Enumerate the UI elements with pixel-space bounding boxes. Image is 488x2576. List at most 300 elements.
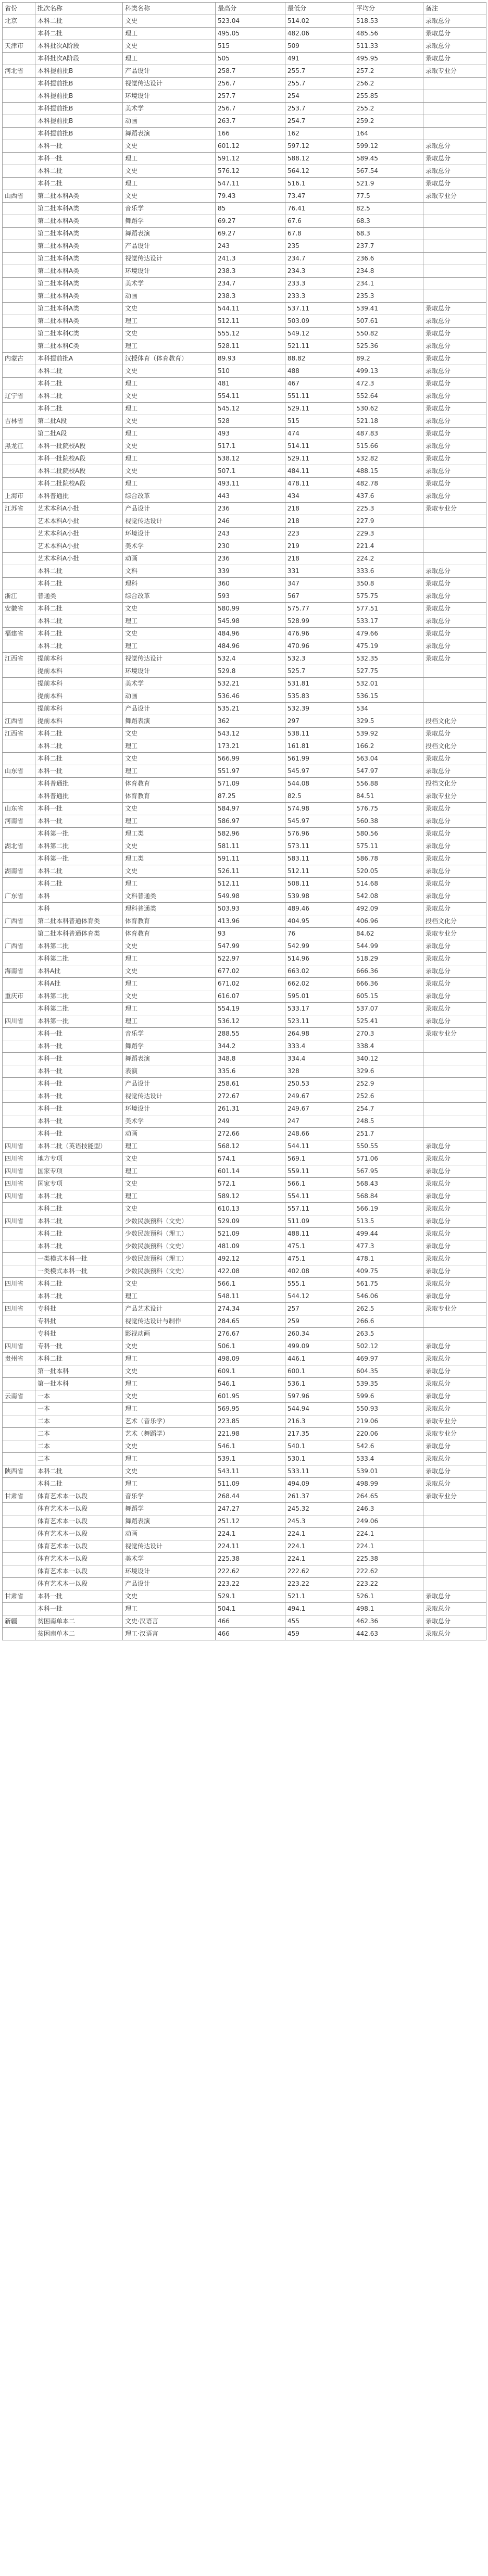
max-score-cell: 495.05 bbox=[216, 28, 285, 40]
avg-score-cell: 221.4 bbox=[354, 540, 423, 553]
table-row bbox=[3, 1415, 486, 1428]
min-score-cell: 488.11 bbox=[285, 1228, 354, 1240]
max-score-cell: 677.02 bbox=[216, 965, 285, 978]
table-row bbox=[3, 15, 486, 28]
max-score-cell: 511.09 bbox=[216, 1478, 285, 1490]
table-row bbox=[3, 1365, 486, 1378]
subject-cell: 少数民族预科（理工） bbox=[123, 1228, 216, 1240]
max-score-cell: 521.09 bbox=[216, 1228, 285, 1240]
province-cell bbox=[3, 128, 35, 140]
max-score-cell: 671.02 bbox=[216, 978, 285, 990]
max-score-cell: 546.1 bbox=[216, 1378, 285, 1390]
max-score-cell: 335.6 bbox=[216, 1065, 285, 1078]
province-cell bbox=[3, 1603, 35, 1615]
note-cell: 录取总分 bbox=[423, 53, 486, 65]
table-row bbox=[3, 1628, 486, 1640]
batch-cell: 本科一批 bbox=[35, 1090, 123, 1103]
table-row bbox=[3, 615, 486, 628]
batch-cell: 本科二批 bbox=[35, 1353, 123, 1365]
subject-cell: 环境设计 bbox=[123, 90, 216, 103]
batch-cell: 专科一批 bbox=[35, 1340, 123, 1353]
note-cell bbox=[423, 1515, 486, 1528]
min-score-cell: 597.12 bbox=[285, 140, 354, 153]
note-cell: 录取总分 bbox=[423, 1190, 486, 1203]
subject-cell: 音乐学 bbox=[123, 1028, 216, 1040]
note-cell: 录取总分 bbox=[423, 490, 486, 503]
table-row bbox=[3, 315, 486, 328]
table-row bbox=[3, 203, 486, 215]
max-score-cell: 221.98 bbox=[216, 1428, 285, 1440]
table-row bbox=[3, 1203, 486, 1215]
batch-cell: 本科第一批 bbox=[35, 1015, 123, 1028]
batch-cell: 专科批 bbox=[35, 1303, 123, 1315]
max-score-cell: 512.11 bbox=[216, 878, 285, 890]
min-score-cell: 574.98 bbox=[285, 803, 354, 815]
province-cell: 福建省 bbox=[3, 628, 35, 640]
max-score-cell: 601.95 bbox=[216, 1390, 285, 1403]
min-score-cell: 333.4 bbox=[285, 1040, 354, 1053]
avg-score-cell: 255.2 bbox=[354, 103, 423, 115]
note-cell: 录取总分 bbox=[423, 865, 486, 878]
note-cell: 投档文化分 bbox=[423, 740, 486, 753]
note-cell: 录取总分 bbox=[423, 1353, 486, 1365]
min-score-cell: 576.96 bbox=[285, 828, 354, 840]
min-score-cell: 255.7 bbox=[285, 65, 354, 78]
subject-cell: 文史 bbox=[123, 1278, 216, 1290]
subject-cell: 理工 bbox=[123, 28, 216, 40]
table-row bbox=[3, 465, 486, 478]
min-score-cell: 255.7 bbox=[285, 78, 354, 90]
batch-cell: 体育艺术本一以段 bbox=[35, 1553, 123, 1565]
avg-score-cell: 227.9 bbox=[354, 515, 423, 528]
table-row bbox=[3, 1328, 486, 1340]
min-score-cell: 489.46 bbox=[285, 903, 354, 915]
min-score-cell: 566.1 bbox=[285, 1178, 354, 1190]
subject-cell: 产品设计 bbox=[123, 703, 216, 715]
batch-cell: 普通类 bbox=[35, 590, 123, 603]
note-cell: 录取总分 bbox=[423, 178, 486, 190]
table-row bbox=[3, 490, 486, 503]
province-cell bbox=[3, 1503, 35, 1515]
max-score-cell: 529.09 bbox=[216, 1215, 285, 1228]
batch-cell: 第二批本科A类 bbox=[35, 240, 123, 253]
subject-cell: 产品设计 bbox=[123, 503, 216, 515]
batch-cell: 本科二批 bbox=[35, 1240, 123, 1253]
table-row bbox=[3, 103, 486, 115]
batch-cell: 本科二批 bbox=[35, 628, 123, 640]
batch-cell: 本科提前批B bbox=[35, 78, 123, 90]
max-score-cell: 236 bbox=[216, 553, 285, 565]
avg-score-cell: 487.83 bbox=[354, 428, 423, 440]
table-row bbox=[3, 653, 486, 665]
subject-cell: 体育教育 bbox=[123, 778, 216, 790]
batch-cell: 本科第二批 bbox=[35, 1003, 123, 1015]
min-score-cell: 600.1 bbox=[285, 1365, 354, 1378]
note-cell: 录取专业分 bbox=[423, 1303, 486, 1315]
batch-cell: 本科第一批 bbox=[35, 853, 123, 865]
table-row bbox=[3, 1540, 486, 1553]
avg-score-cell: 266.6 bbox=[354, 1315, 423, 1328]
avg-score-cell: 550.93 bbox=[354, 1403, 423, 1415]
min-score-cell: 512.11 bbox=[285, 865, 354, 878]
batch-cell: 本科二批 bbox=[35, 740, 123, 753]
province-cell bbox=[3, 403, 35, 415]
avg-score-cell: 477.3 bbox=[354, 1240, 423, 1253]
table-row bbox=[3, 178, 486, 190]
batch-cell: 第二批本科A类 bbox=[35, 203, 123, 215]
province-cell: 四川省 bbox=[3, 1303, 35, 1315]
subject-cell: 理工 bbox=[123, 1190, 216, 1203]
table-row bbox=[3, 503, 486, 515]
province-cell bbox=[3, 1078, 35, 1090]
avg-score-cell: 539.35 bbox=[354, 1378, 423, 1390]
min-score-cell: 531.81 bbox=[285, 678, 354, 690]
batch-cell: 第二批本科A类 bbox=[35, 215, 123, 228]
subject-cell: 理工 bbox=[123, 1603, 216, 1615]
subject-cell: 文史 bbox=[123, 803, 216, 815]
min-score-cell: 254.7 bbox=[285, 115, 354, 128]
min-score-cell: 234.7 bbox=[285, 253, 354, 265]
note-cell bbox=[423, 1115, 486, 1128]
max-score-cell: 536.46 bbox=[216, 690, 285, 703]
header-cell-min: 最低分 bbox=[285, 3, 354, 15]
min-score-cell: 218 bbox=[285, 553, 354, 565]
min-score-cell: 402.08 bbox=[285, 1265, 354, 1278]
min-score-cell: 224.1 bbox=[285, 1528, 354, 1540]
province-cell bbox=[3, 578, 35, 590]
subject-cell: 文史 bbox=[123, 965, 216, 978]
avg-score-cell: 567.95 bbox=[354, 1165, 423, 1178]
min-score-cell: 224.1 bbox=[285, 1553, 354, 1565]
avg-score-cell: 561.75 bbox=[354, 1278, 423, 1290]
avg-score-cell: 533.17 bbox=[354, 615, 423, 628]
province-cell: 新疆 bbox=[3, 1615, 35, 1628]
table-row bbox=[3, 1215, 486, 1228]
min-score-cell: 569.1 bbox=[285, 1153, 354, 1165]
min-score-cell: 161.81 bbox=[285, 740, 354, 753]
province-cell bbox=[3, 90, 35, 103]
max-score-cell: 547.11 bbox=[216, 178, 285, 190]
note-cell: 录取总分 bbox=[423, 365, 486, 378]
province-cell: 四川省 bbox=[3, 1215, 35, 1228]
min-score-cell: 555.1 bbox=[285, 1278, 354, 1290]
batch-cell: 本科第二批 bbox=[35, 953, 123, 965]
batch-cell: 本科 bbox=[35, 903, 123, 915]
table-row bbox=[3, 40, 486, 53]
province-cell: 四川省 bbox=[3, 1340, 35, 1353]
avg-score-cell: 462.36 bbox=[354, 1615, 423, 1628]
table-row bbox=[3, 565, 486, 578]
note-cell: 录取总分 bbox=[423, 1603, 486, 1615]
subject-cell: 视觉传达设计 bbox=[123, 1090, 216, 1103]
table-row bbox=[3, 1503, 486, 1515]
province-cell: 天津市 bbox=[3, 40, 35, 53]
note-cell bbox=[423, 1053, 486, 1065]
table-row bbox=[3, 1565, 486, 1578]
subject-cell: 理工 bbox=[123, 878, 216, 890]
subject-cell: 影视动画 bbox=[123, 1328, 216, 1340]
max-score-cell: 339 bbox=[216, 565, 285, 578]
note-cell: 录取总分 bbox=[423, 465, 486, 478]
table-row bbox=[3, 1528, 486, 1540]
table-row bbox=[3, 1178, 486, 1190]
batch-cell: 第一批本科 bbox=[35, 1378, 123, 1390]
batch-cell: 一类模式本科一批 bbox=[35, 1265, 123, 1278]
max-score-cell: 93 bbox=[216, 928, 285, 940]
note-cell: 录取总分 bbox=[423, 40, 486, 53]
batch-cell: 本科二批 bbox=[35, 728, 123, 740]
min-score-cell: 491 bbox=[285, 53, 354, 65]
province-cell: 四川省 bbox=[3, 1190, 35, 1203]
table-row bbox=[3, 853, 486, 865]
note-cell bbox=[423, 1503, 486, 1515]
max-score-cell: 246 bbox=[216, 515, 285, 528]
min-score-cell: 434 bbox=[285, 490, 354, 503]
max-score-cell: 503.93 bbox=[216, 903, 285, 915]
avg-score-cell: 224.1 bbox=[354, 1540, 423, 1553]
note-cell: 录取总分 bbox=[423, 303, 486, 315]
province-cell bbox=[3, 1090, 35, 1103]
min-score-cell: 595.01 bbox=[285, 990, 354, 1003]
table-row bbox=[3, 53, 486, 65]
avg-score-cell: 225.3 bbox=[354, 503, 423, 515]
avg-score-cell: 515.66 bbox=[354, 440, 423, 453]
batch-cell: 艺术本科A小批 bbox=[35, 553, 123, 565]
avg-score-cell: 550.82 bbox=[354, 328, 423, 340]
avg-score-cell: 259.2 bbox=[354, 115, 423, 128]
min-score-cell: 224.1 bbox=[285, 1540, 354, 1553]
subject-cell: 理工 bbox=[123, 740, 216, 753]
subject-cell: 理工 bbox=[123, 453, 216, 465]
max-score-cell: 243 bbox=[216, 528, 285, 540]
max-score-cell: 584.97 bbox=[216, 803, 285, 815]
table-row bbox=[3, 878, 486, 890]
table-row bbox=[3, 1053, 486, 1065]
subject-cell: 理工 bbox=[123, 1165, 216, 1178]
avg-score-cell: 249.06 bbox=[354, 1515, 423, 1528]
avg-score-cell: 329.6 bbox=[354, 1065, 423, 1078]
batch-cell: 专科批 bbox=[35, 1328, 123, 1340]
subject-cell: 环境设计 bbox=[123, 665, 216, 678]
note-cell bbox=[423, 678, 486, 690]
batch-cell: 本科一批 bbox=[35, 1603, 123, 1615]
province-cell: 甘肃省 bbox=[3, 1490, 35, 1503]
min-score-cell: 250.53 bbox=[285, 1078, 354, 1090]
table-row bbox=[3, 1253, 486, 1265]
batch-cell: 本科一批 bbox=[35, 1028, 123, 1040]
max-score-cell: 566.99 bbox=[216, 753, 285, 765]
avg-score-cell: 254.7 bbox=[354, 1103, 423, 1115]
note-cell: 录取总分 bbox=[423, 965, 486, 978]
table-row bbox=[3, 165, 486, 178]
subject-cell: 文史 bbox=[123, 1340, 216, 1353]
max-score-cell: 544.11 bbox=[216, 303, 285, 315]
avg-score-cell: 498.1 bbox=[354, 1603, 423, 1615]
province-cell: 内蒙古 bbox=[3, 353, 35, 365]
note-cell: 录取总分 bbox=[423, 478, 486, 490]
note-cell: 录取总分 bbox=[423, 990, 486, 1003]
province-cell bbox=[3, 465, 35, 478]
province-cell bbox=[3, 1103, 35, 1115]
table-row bbox=[3, 740, 486, 753]
subject-cell: 美术学 bbox=[123, 1553, 216, 1565]
table-row bbox=[3, 290, 486, 303]
batch-cell: 提前本科 bbox=[35, 665, 123, 678]
note-cell: 录取总分 bbox=[423, 803, 486, 815]
batch-cell: 提前本科 bbox=[35, 690, 123, 703]
min-score-cell: 484.11 bbox=[285, 465, 354, 478]
avg-score-cell: 571.06 bbox=[354, 1153, 423, 1165]
min-score-cell: 217.35 bbox=[285, 1428, 354, 1440]
province-cell bbox=[3, 878, 35, 890]
avg-score-cell: 237.7 bbox=[354, 240, 423, 253]
max-score-cell: 512.11 bbox=[216, 315, 285, 328]
max-score-cell: 532.21 bbox=[216, 678, 285, 690]
province-cell bbox=[3, 690, 35, 703]
table-row bbox=[3, 1590, 486, 1603]
subject-cell: 文史 bbox=[123, 1465, 216, 1478]
min-score-cell: 216.3 bbox=[285, 1415, 354, 1428]
province-cell bbox=[3, 28, 35, 40]
avg-score-cell: 68.3 bbox=[354, 228, 423, 240]
min-score-cell: 528.99 bbox=[285, 615, 354, 628]
batch-cell: 第二批本科普通体育类 bbox=[35, 928, 123, 940]
subject-cell: 舞蹈表演 bbox=[123, 1515, 216, 1528]
batch-cell: 本科二批 bbox=[35, 1203, 123, 1215]
province-cell bbox=[3, 1265, 35, 1278]
table-row bbox=[3, 1465, 486, 1478]
avg-score-cell: 534 bbox=[354, 703, 423, 715]
min-score-cell: 551.11 bbox=[285, 390, 354, 403]
min-score-cell: 474 bbox=[285, 428, 354, 440]
note-cell: 录取总分 bbox=[423, 1178, 486, 1190]
avg-score-cell: 520.05 bbox=[354, 865, 423, 878]
note-cell bbox=[423, 1065, 486, 1078]
header-cell-subject: 科类名称 bbox=[123, 3, 216, 15]
note-cell: 录取总分 bbox=[423, 978, 486, 990]
note-cell: 录取总分 bbox=[423, 1265, 486, 1278]
table-row bbox=[3, 1315, 486, 1328]
min-score-cell: 539.98 bbox=[285, 890, 354, 903]
province-cell bbox=[3, 1040, 35, 1053]
province-cell bbox=[3, 265, 35, 278]
min-score-cell: 222.62 bbox=[285, 1565, 354, 1578]
avg-score-cell: 539.01 bbox=[354, 1465, 423, 1478]
note-cell bbox=[423, 540, 486, 553]
batch-cell: 本科二批 bbox=[35, 1465, 123, 1478]
max-score-cell: 288.55 bbox=[216, 1028, 285, 1040]
note-cell: 录取专业分 bbox=[423, 790, 486, 803]
subject-cell: 理工 bbox=[123, 615, 216, 628]
subject-cell: 视觉传达设计 bbox=[123, 253, 216, 265]
max-score-cell: 574.1 bbox=[216, 1153, 285, 1165]
subject-cell: 文史·汉语言 bbox=[123, 1615, 216, 1628]
province-cell: 山东省 bbox=[3, 803, 35, 815]
max-score-cell: 535.21 bbox=[216, 703, 285, 715]
subject-cell: 理工 bbox=[123, 178, 216, 190]
province-cell bbox=[3, 203, 35, 215]
province-cell bbox=[3, 1053, 35, 1065]
avg-score-cell: 521.9 bbox=[354, 178, 423, 190]
min-score-cell: 529.11 bbox=[285, 453, 354, 465]
province-cell: 四川省 bbox=[3, 1178, 35, 1190]
table-row bbox=[3, 1553, 486, 1565]
avg-score-cell: 222.62 bbox=[354, 1565, 423, 1578]
max-score-cell: 566.1 bbox=[216, 1278, 285, 1290]
table-row bbox=[3, 140, 486, 153]
province-cell: 辽宁省 bbox=[3, 390, 35, 403]
max-score-cell: 225.38 bbox=[216, 1553, 285, 1565]
subject-cell: 文史 bbox=[123, 940, 216, 953]
avg-score-cell: 666.36 bbox=[354, 965, 423, 978]
max-score-cell: 609.1 bbox=[216, 1365, 285, 1378]
province-cell bbox=[3, 790, 35, 803]
table-row bbox=[3, 1103, 486, 1115]
table-row bbox=[3, 1165, 486, 1178]
note-cell: 录取总分 bbox=[423, 640, 486, 653]
max-score-cell: 493 bbox=[216, 428, 285, 440]
min-score-cell: 573.11 bbox=[285, 840, 354, 853]
note-cell bbox=[423, 253, 486, 265]
table-row bbox=[3, 378, 486, 390]
min-score-cell: 261.37 bbox=[285, 1490, 354, 1503]
batch-cell: 专科批 bbox=[35, 1315, 123, 1328]
province-cell bbox=[3, 1003, 35, 1015]
note-cell: 录取总分 bbox=[423, 615, 486, 628]
subject-cell: 理工 bbox=[123, 1478, 216, 1490]
max-score-cell: 523.04 bbox=[216, 15, 285, 28]
batch-cell: 本科二批 bbox=[35, 615, 123, 628]
avg-score-cell: 507.61 bbox=[354, 315, 423, 328]
avg-score-cell: 495.95 bbox=[354, 53, 423, 65]
province-cell bbox=[3, 315, 35, 328]
min-score-cell: 545.97 bbox=[285, 815, 354, 828]
province-cell bbox=[3, 165, 35, 178]
avg-score-cell: 479.66 bbox=[354, 628, 423, 640]
subject-cell: 少数民族预科（理工） bbox=[123, 1253, 216, 1265]
table-row bbox=[3, 865, 486, 878]
avg-score-cell: 568.84 bbox=[354, 1190, 423, 1203]
note-cell: 录取专业分 bbox=[423, 503, 486, 515]
subject-cell: 文史 bbox=[123, 190, 216, 203]
max-score-cell: 243 bbox=[216, 240, 285, 253]
note-cell: 录取总分 bbox=[423, 1390, 486, 1403]
min-score-cell: 511.09 bbox=[285, 1215, 354, 1228]
note-cell bbox=[423, 553, 486, 565]
table-row bbox=[3, 340, 486, 353]
min-score-cell: 446.1 bbox=[285, 1353, 354, 1365]
province-cell bbox=[3, 1628, 35, 1640]
table-row bbox=[3, 1403, 486, 1415]
avg-score-cell: 521.18 bbox=[354, 415, 423, 428]
avg-score-cell: 234.1 bbox=[354, 278, 423, 290]
max-score-cell: 543.11 bbox=[216, 1465, 285, 1478]
avg-score-cell: 527.75 bbox=[354, 665, 423, 678]
min-score-cell: 247 bbox=[285, 1115, 354, 1128]
avg-score-cell: 525.36 bbox=[354, 340, 423, 353]
batch-cell: 第二批A段 bbox=[35, 428, 123, 440]
avg-score-cell: 68.3 bbox=[354, 215, 423, 228]
table-row bbox=[3, 240, 486, 253]
batch-cell: 本科二批（英语技能型） bbox=[35, 1140, 123, 1153]
province-cell bbox=[3, 1128, 35, 1140]
max-score-cell: 517.1 bbox=[216, 440, 285, 453]
note-cell bbox=[423, 1328, 486, 1340]
min-score-cell: 254 bbox=[285, 90, 354, 103]
batch-cell: 国家专项 bbox=[35, 1165, 123, 1178]
min-score-cell: 538.11 bbox=[285, 728, 354, 740]
subject-cell: 理工 bbox=[123, 1378, 216, 1390]
